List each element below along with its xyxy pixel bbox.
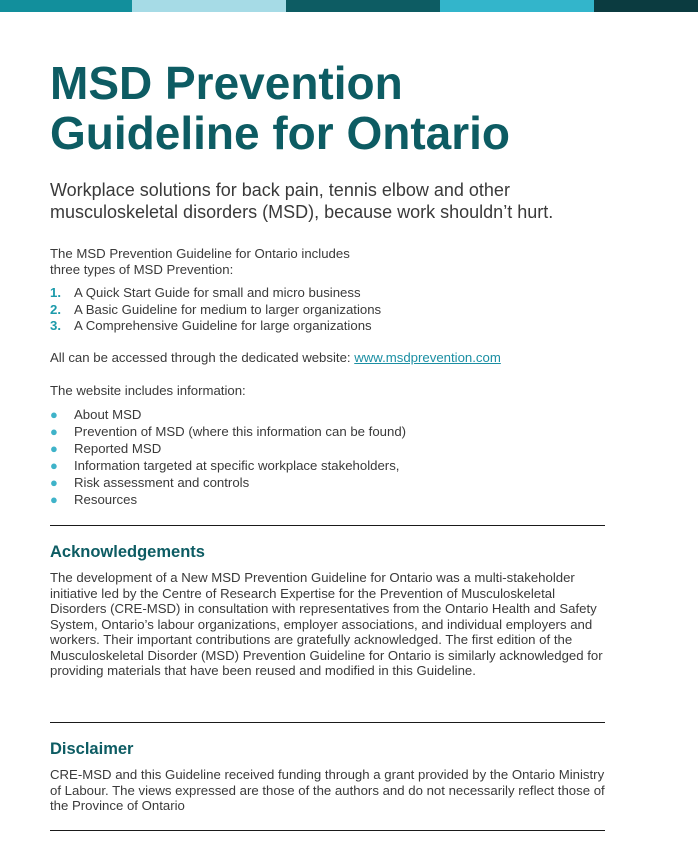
bullet-icon: ●: [50, 424, 58, 439]
acknowledgements-body: The development of a New MSD Prevention Guideline for Ontario was a multi-stakeholder initiative led by the Centre of Research Expertise for the Prevention of Musculoskeletal Disorders (CRE-MSD) in consultation with representatives from the Ontario Health and Safety System, Ontario’s labour organizations, employer associations, and individual employers and workers. Their important contributions are gratefully acknowledged. The first edition of the Musculoskeletal Disorder (MSD) Prevention Guideline for Ontario is similarly acknowledged for providing materials that have been reused and modified in this Guideline.: [50, 570, 603, 678]
intro-line-1: The MSD Prevention Guideline for Ontario includes: [50, 246, 350, 261]
list-item: [50, 457, 406, 474]
disclaimer-body: CRE-MSD and this Guideline received funding through a grant provided by the Ontario Ministry of Labour. The views expressed are those of the authors and do not necessarily reflect those of the Province of Ontario: [50, 767, 605, 813]
list-item-text: About MSD: [74, 407, 142, 422]
access-label: All can be accessed through the dedicated website:: [50, 350, 355, 365]
website-link[interactable]: www.msdprevention.com: [354, 350, 501, 365]
list-item-text: Prevention of MSD (where this information can be found): [74, 424, 407, 439]
page-subtitle: Workplace solutions for back pain, tennis elbow and other musculoskeletal disorders (MSD), because work shouldn’t hurt.: [50, 180, 554, 222]
list-number: 1.: [50, 285, 61, 300]
section-divider: [50, 525, 605, 526]
list-item-text: A Comprehensive Guideline for large organizations: [74, 318, 372, 333]
bullet-icon: ●: [50, 441, 58, 456]
access-text: [50, 350, 605, 365]
bar-segment-3: [286, 0, 440, 12]
list-item-text: Reported MSD: [74, 441, 162, 456]
intro-line-2: three types of MSD Prevention:: [50, 262, 234, 277]
list-item: [50, 440, 406, 457]
acknowledgements-heading: Acknowledgements: [50, 543, 205, 561]
bullet-icon: ●: [50, 407, 58, 422]
list-item-text: Information targeted at specific workplace stakeholders,: [74, 458, 400, 473]
bullet-icon: ●: [50, 492, 58, 507]
list-item: [50, 302, 381, 319]
website-info-list: [50, 406, 406, 508]
bar-segment-2: [132, 0, 286, 12]
disclaimer-heading: Disclaimer: [50, 740, 134, 758]
bullet-icon: ●: [50, 458, 58, 473]
bar-segment-4: [440, 0, 594, 12]
list-item: [50, 406, 406, 423]
list-number: 3.: [50, 318, 61, 333]
list-item-text: Resources: [74, 492, 138, 507]
list-item: [50, 491, 406, 508]
section-divider: [50, 722, 605, 723]
website-intro: The website includes information:: [50, 383, 246, 398]
bar-segment-1: [0, 0, 132, 12]
list-item: [50, 423, 406, 440]
section-divider: [50, 830, 605, 831]
guide-types-list: [50, 285, 381, 335]
list-item: [50, 318, 381, 335]
list-item-text: A Quick Start Guide for small and micro business: [74, 285, 361, 300]
list-item-text: Risk assessment and controls: [74, 475, 250, 490]
bullet-icon: ●: [50, 475, 58, 490]
list-item: [50, 285, 381, 302]
bar-segment-5: [594, 0, 698, 12]
list-item: [50, 474, 406, 491]
page-title: MSD Prevention Guideline for Ontario: [50, 57, 511, 159]
top-color-bar: [0, 0, 698, 12]
list-item-text: A Basic Guideline for medium to larger organizations: [74, 301, 382, 317]
list-number: 2.: [50, 301, 61, 317]
